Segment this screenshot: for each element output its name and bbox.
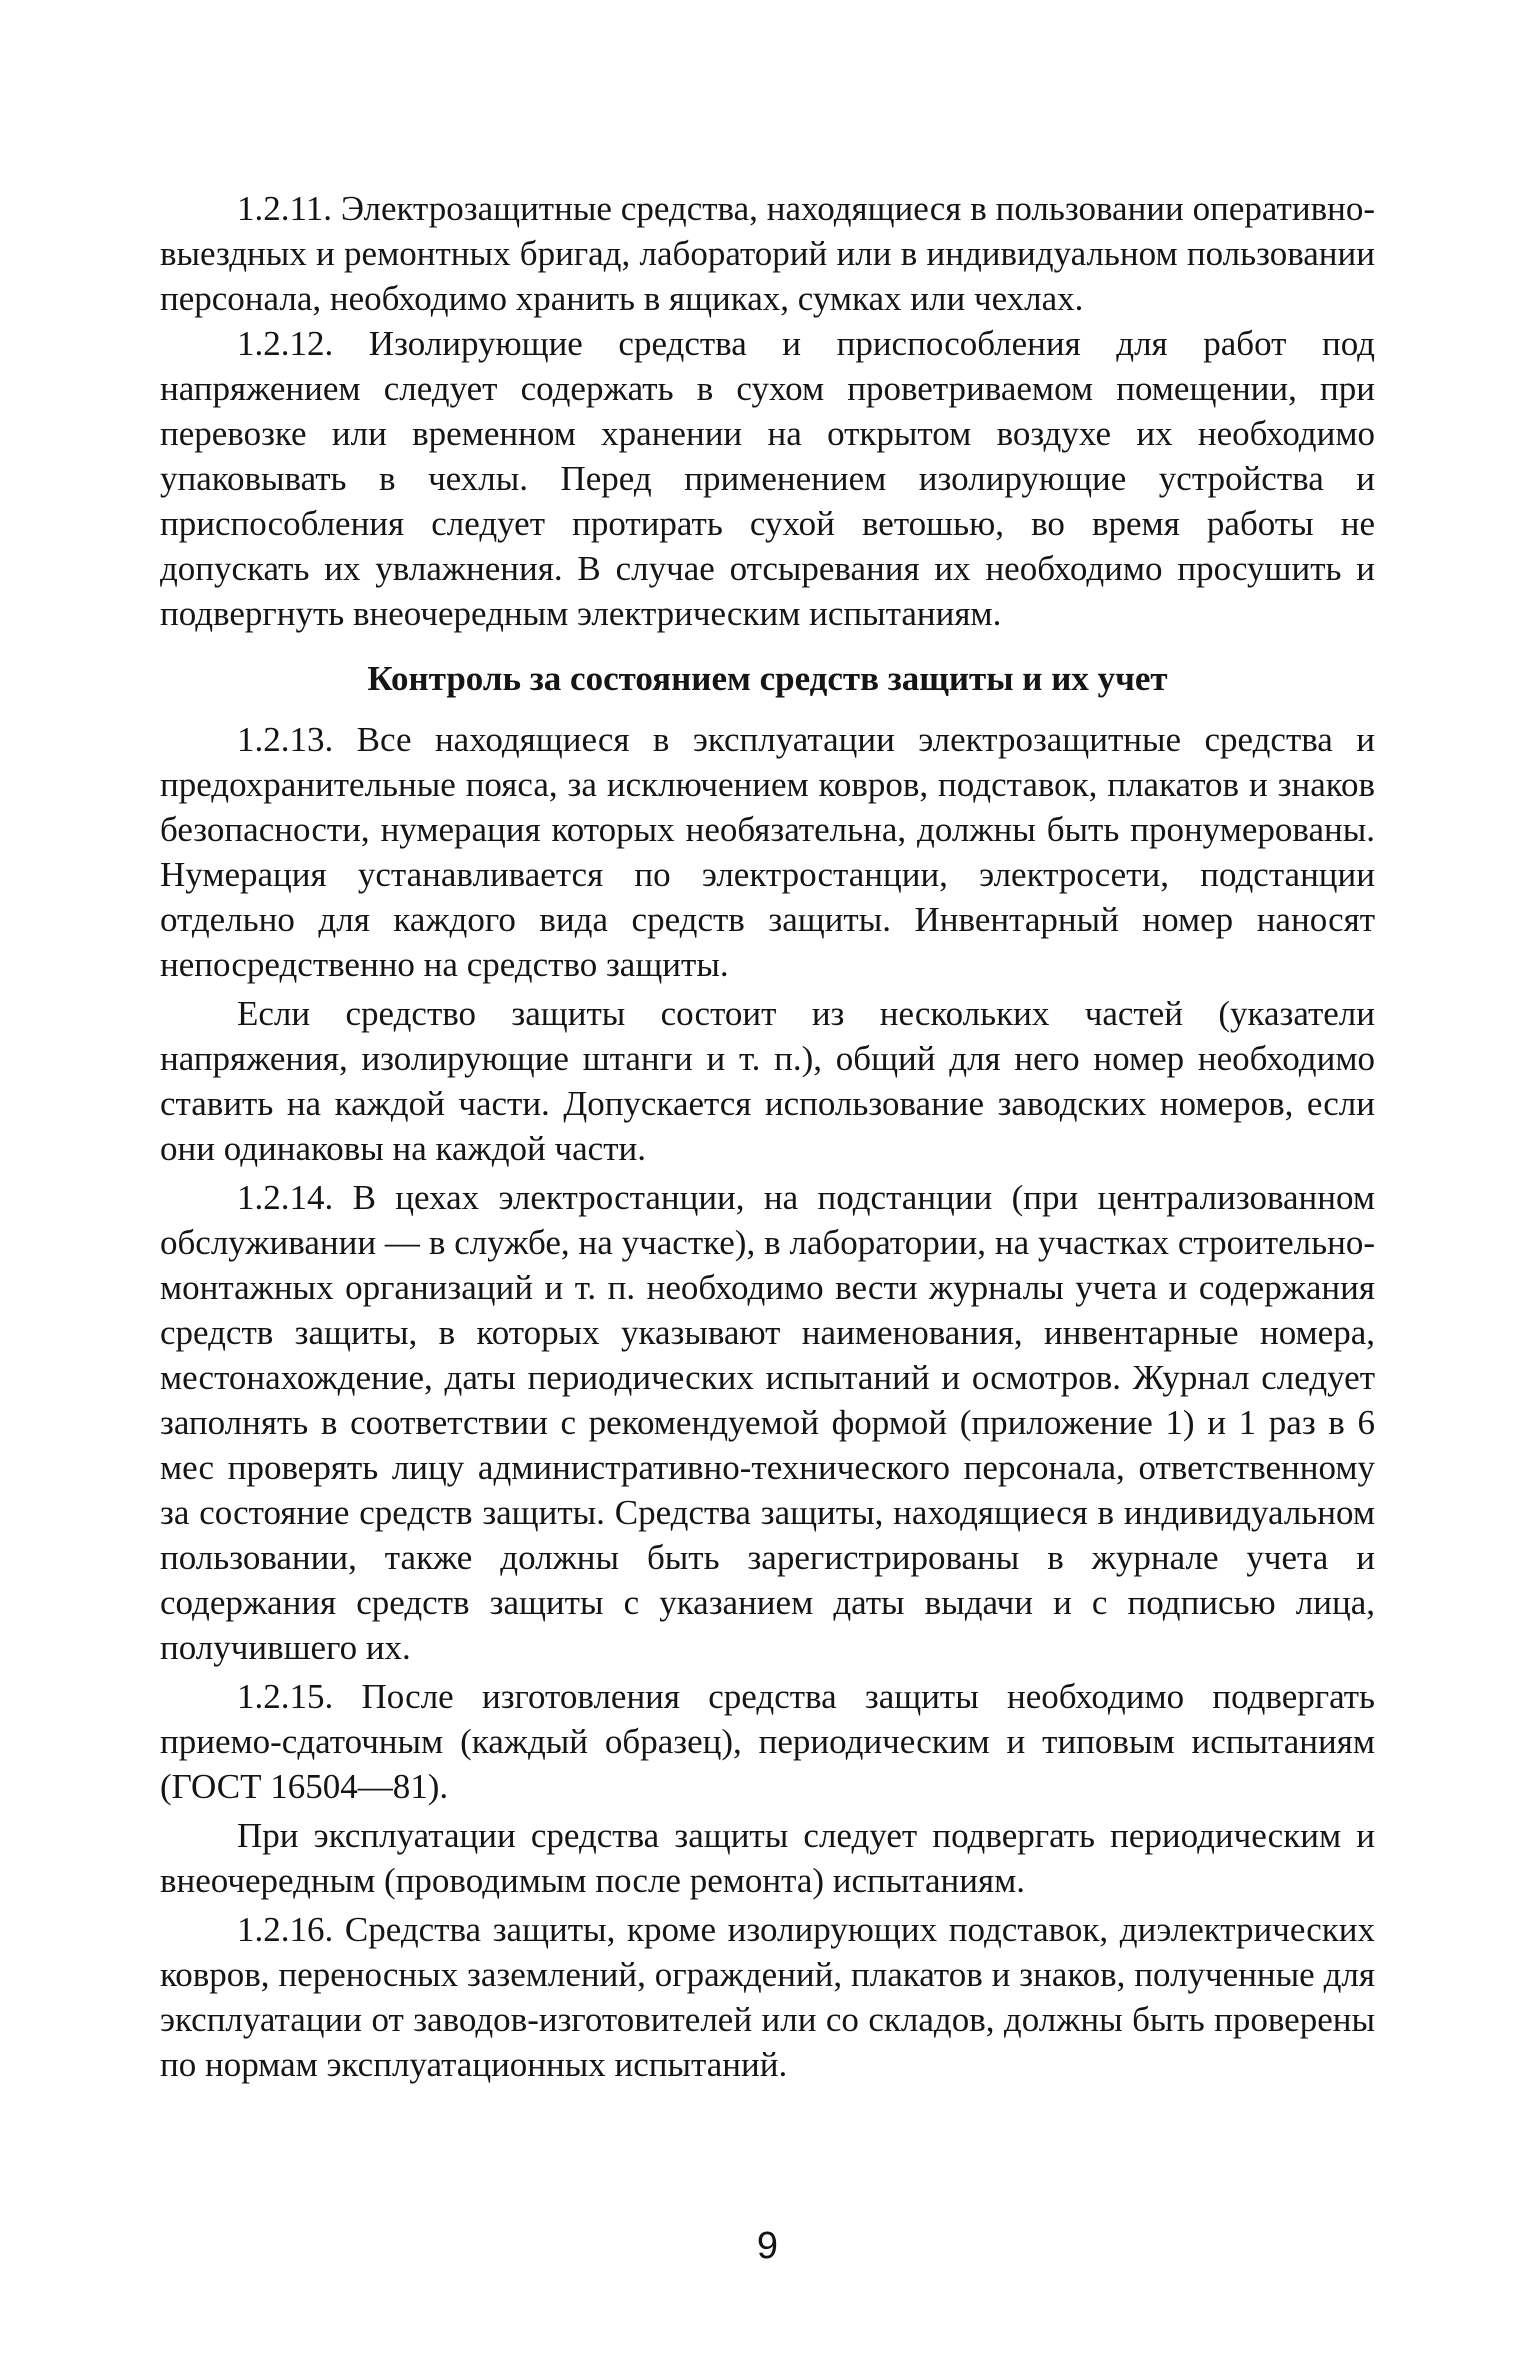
paragraph-multipart-numbering: Если средство защиты состоит из нескольких частей (указатели напряжения, изолирующие штанги и т. п.), общий для него номер необходимо ставить на каждой части. Допускается использование заводских номеров, если они одинаковы на каждой части.	[160, 994, 1375, 1168]
section-heading: Контроль за состоянием средств защиты и их учет	[367, 659, 1168, 698]
paragraph-1-2-13: 1.2.13. Все находящиеся в эксплуатации электрозащитные средства и предохранительные пояса, за исключением ковров, подставок, плакатов и знаков безопасности, нумерация которых необязательна, должны быть пронумерованы. Нумерация устанавливается по электростанции, электросети, подстанции отдельно для каждого вида средств защиты. Инвентарный номер наносят непосредственно на средство защиты.	[160, 720, 1375, 984]
paragraph-1-2-12: 1.2.12. Изолирующие средства и приспособления для работ под напряжением следует содержать в сухом проветриваемом помещении, при перевозке или временном хранении на открытом воздухе их необходимо упаковывать в чехлы. Перед применением изолирующие устройства и приспособления следует протирать сухой ветошью, во время работы не допускать их увлажнения. В случае отсыревания их необходимо просушить и подвергнуть внеочередным электрическим испытаниям.	[160, 324, 1375, 633]
document-page	[160, 186, 1375, 2087]
paragraph-1-2-15: 1.2.15. После изготовления средства защиты необходимо подвергать приемо-сдаточным (каждый образец), периодическим и типовым испытаниям (ГОСТ 16504—81).	[160, 1677, 1375, 1806]
paragraph-operation-testing: При эксплуатации средства защиты следует подвергать периодическим и внеочередным (проводимым после ремонта) испытаниям.	[160, 1816, 1375, 1900]
page-number: 9	[756, 2225, 779, 2267]
paragraph-1-2-11: 1.2.11. Электрозащитные средства, находящиеся в пользовании оперативно-выездных и ремонтных бригад, лабораторий или в индивидуальном пользовании персонала, необходимо хранить в ящиках, сумках или чехлах.	[160, 189, 1375, 318]
paragraph-1-2-16: 1.2.16. Средства защиты, кроме изолирующих подставок, диэлектрических ковров, переносных заземлений, ограждений, плакатов и знаков, полученные для эксплуатации от заводов-изготовителей или со складов, должны быть проверены по нормам эксплуатационных испытаний.	[160, 1910, 1375, 2084]
paragraph-1-2-14: 1.2.14. В цехах электростанции, на подстанции (при централизованном обслуживании — в службе, на участке), в лаборатории, на участках строительно-монтажных организаций и т. п. необходимо вести журналы учета и содержания средств защиты, в которых указывают наименования, инвентарные номера, местонахождение, даты периодических испытаний и осмотров. Журнал следует заполнять в соответствии с рекомендуемой формой (приложение 1) и 1 раз в 6 мес проверять лицу административно-технического персонала, ответственному за состояние средств защиты. Средства защиты, находящиеся в индивидуальном пользовании, также должны быть зарегистрированы в журнале учета и содержания средств защиты с указанием даты выдачи и с подписью лица, получившего их.	[160, 1178, 1375, 1667]
